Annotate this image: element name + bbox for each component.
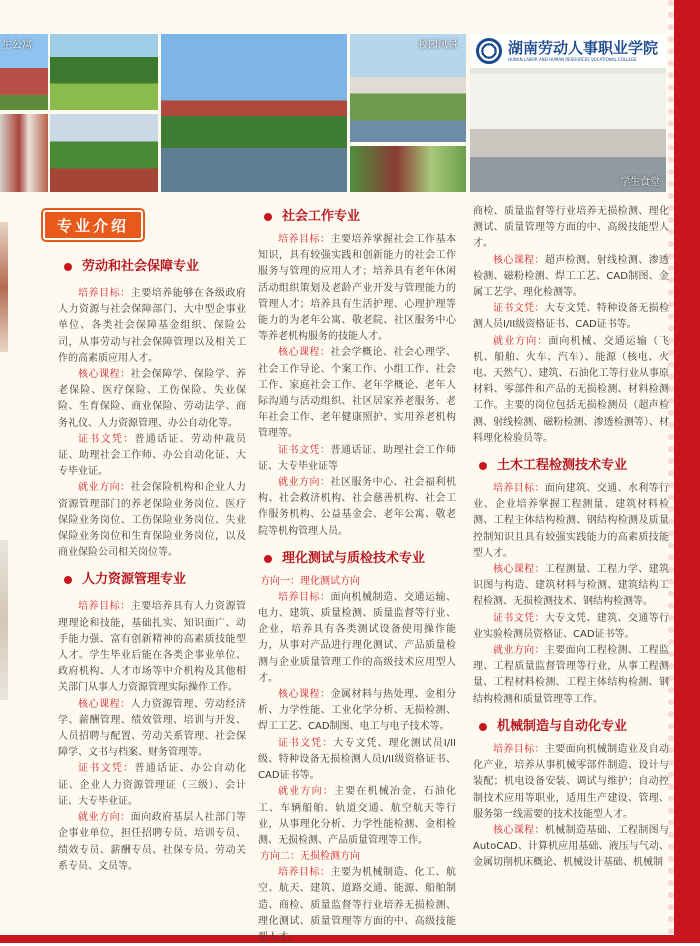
college-emblem-icon [476,38,502,64]
campus-caption: 校园风景 [418,40,458,51]
major-employment: 就业方向：主要面向工程检测、工程监理、工程质量监督管理等行业，从事工程测量、工程材料检测、工程主体结构检测、钢结构检测和质量管理等工作。 [473,645,669,705]
pavilion-photo [350,146,466,192]
major-title: 土木工程检测技术专业 [479,455,669,477]
major-title: 劳动和社会保障专业 [64,256,246,278]
major-employment: 就业方向：面向政府基层人社部门等企事业单位，担任招聘专员、培训专员、绩效专员、薪酬专员、社保专员、劳动关系专员、文员等。 [58,812,247,872]
photo-strip [0,34,668,192]
campus-photo [350,34,466,142]
major-certificates: 证书文凭：普通话证、劳动仲裁员证、助理社会工作师、办公自动化证、大专毕业证。 [58,433,247,478]
major-certificates: 证书文凭：大专文凭、建筑、交通等行业实验检测员资格证、CAD证书等。 [473,612,669,640]
side-photo-edge-lower [0,540,8,700]
major-courses: 核心课程：超声检测、射线检测、渗透检测、磁粉检测、焊工工艺、CAD制图、金属工艺学、理化检测等。 [473,254,669,299]
major-goal: 培养目标：面向机械制造、交通运输、电力、建筑、质量检测、质量监督等行业、企业，培养具有各类测试设备使用操作能力，从事对产品进行理化测试、产品质量检测与企业质量管理工作的高级技术应用型人才。 [258,591,456,684]
major-title: 理化测试与质检技术专业 [264,548,456,570]
major-goal: 培养目标：主要培养具有人力资源管理理论和技能，基础扎实、知识面广、动手能力强、富有创新精神的高素质技能型人才。学生毕业后能在各类企事业单位、政府机构、人才市场等中介机构及其他相关部门从事人力资源管理实际操作工作。 [58,601,247,694]
column-right [473,204,669,871]
column-middle [258,206,457,943]
major-title: 社会工作专业 [264,206,456,228]
major-employment: 就业方向：面向机械、交通运输（飞机、船舶、火车、汽车）、能源（核电、火电、天然气）、建筑、石油化工等行业从事原材料、零部件和产品的无损检测、材料检测工作。主要的岗位包括无损检测员（超声检测、射线检测、磁粉检测、渗透检测等）、材料理化检验员等。 [473,335,670,444]
major-goal: 培养目标：主要为机械制造、化工、航空、航天、建筑、道路交通、能源、船舶制造、商检、质量监督等行业培养无损检测、理化测试、质量管理等方面的中、高级技能型人才。 [258,867,456,943]
major-certificates: 证书文凭：大专文凭、理化测试员I/II级、特种设备无损检测人员I/II级资格证书、CAD证书等。 [258,737,457,782]
major-title: 人力资源管理专业 [64,569,246,591]
major-goal: 培养目标：主要培养能够在各级政府人力资源与社会保障部门、大中型企事业单位、各类社会保障基金组织、保险公司，从事劳动与社会保障管理以及相关工作的高素质应用人才。 [58,288,247,364]
major-courses: 核心课程：工程测量、工程力学、建筑识图与构造、建筑材料与检测、建筑结构工程检测、无损检测技术、钢结构检测等。 [473,564,669,608]
major-employment: 就业方向：社会保险机构和企业人力资源管理部门的养老保险业务岗位、医疗保险业务岗位、工伤保险业务岗位、失业保险业务岗位和生育保险业务岗位，以及商业保险公司相关岗位等。 [58,482,247,559]
lawn-photo [50,34,158,110]
major-direction: 方向一：理化测试方向 [260,575,360,587]
major-certificates: 证书文凭：大专文凭、特种设备无损检测人员I/II级资格证书、CAD证书等。 [473,303,669,331]
major-courses: 核心课程：社会学概论、社会心理学、社会工作导论、个案工作、小组工作、社会工作、家庭社会工作、老年学概论、老年人际沟通与活动组织、社区居家养老服务、老年社会工作、老年健康照护、实用养老机构管理等。 [258,347,456,440]
lake-photo [161,34,347,192]
major-certificates: 证书文凭：普通话证、办公自动化证、企业人力资源管理证（三级）、会计证、大专毕业证。 [58,763,247,807]
major-courses: 核心课程：人力资源管理、劳动经济学、薪酬管理、绩效管理、培训与开发、人员招聘与配置、劳动关系管理、社会保障学、文书与档案、财务管理等。 [58,698,247,759]
column-left [58,256,246,875]
major-courses: 核心课程：机械制造基础、工程制图与AutoCAD、计算机应用基础、液压与气动、金属切削机床概论、机械设计基础、机械制 [473,824,669,869]
major-goal: 培养目标：面向建筑、交通、水利等行业、企业培养掌握工程测量、建筑材料检测、工程主体结构检测、钢结构检测及质量控制知识且具有较强实践能力的高素质技能型人才。 [473,483,669,559]
major-direction: 方向二：无损检测方向 [260,851,360,863]
dorm-photo [0,34,48,110]
major-title: 机械制造与自动化专业 [479,716,669,738]
section-title: 专业介绍 [43,210,143,240]
major-employment: 就业方向：主要在机械冶金、石油化工、车辆船舶、轨道交通、航空航天等行业，从事理化分析、力学性能检测、金相检测、无损检测、产品质量管理等工作。 [258,786,456,846]
college-name-en: HUNAN LABOR AND HUMAN RESOURCES VOCATIONAL COLLEGE [508,56,637,62]
major-goal: 培养目标：主要培养掌握社会工作基本知识，具有较强实践和创新能力的社会工作服务与管理的应用人才；培养具有老年休闲活动组织策划及老龄产业开发与管理能力的管理人才；培养具有生活护理、心理护理等能力的为老年公寓、敬老院、社区服务中心等养老机构服务的技能人才。 [258,234,456,343]
major-goal: 培养目标：主要面向机械制造业及自动化产业，培养从事机械零部件制造、设计与装配；机电设备安装、调试与维护；自动控制技术应用等职业，适用生产建设、管理、服务第一线需要的技术技能型人才。 [473,743,669,820]
college-name: 湖南劳动人事职业学院 [508,38,659,57]
canteen-caption: 学生食堂 [620,177,660,188]
major-courses: 核心课程：社会保障学、保险学、养老保险、医疗保险、工伤保险、失业保险、生育保险、商业保险、劳动法学、商务礼仪、人力资源管理、办公自动化等。 [58,369,247,429]
dorm-caption: 生公寓 [2,40,32,51]
major-courses: 核心课程：金属材料与热处理、金相分析、力学性能、工业化学分析、无损检测、焊工工艺、CAD制图、电工与电子技术等。 [258,689,456,733]
major-goal-continued: 商检、质量监督等行业培养无损检测、理化测试、质量管理等方面的中、高级技能型人才。 [473,206,669,250]
college-logo-bar [470,34,666,68]
major-certificates: 证书文凭：普通话证、助理社会工作师证、大专毕业证等 [258,444,456,472]
garden-path-photo [50,114,158,192]
dorm-interior-photo [0,114,48,192]
side-photo-edge [0,222,8,352]
major-employment: 就业方向：社区服务中心、社会福利机构、社会救济机构、社会慈善机构、社会工作服务机构、公益基金会、老年公寓、敬老院等机构管理人员。 [258,477,456,537]
